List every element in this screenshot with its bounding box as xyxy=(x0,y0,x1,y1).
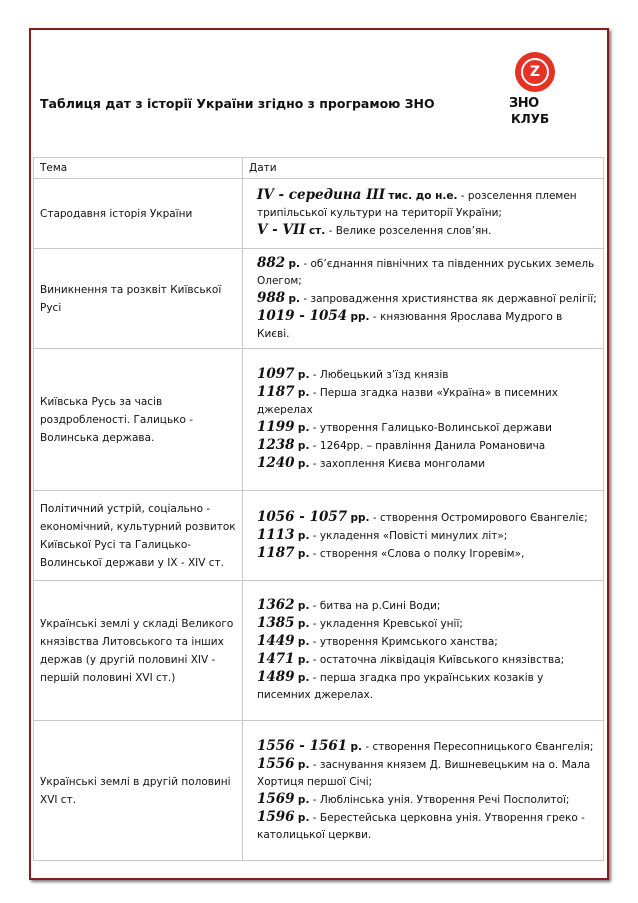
date-entry xyxy=(257,509,597,527)
date-unit: р. xyxy=(288,257,301,270)
date-event: - створення «Слова о полку Ігоревім», xyxy=(309,547,525,560)
logo-text-line1: ЗНО xyxy=(509,96,539,111)
date-event: - захоплення Києва монголами xyxy=(309,458,486,470)
topic-cell: Київська Русь за часів роздробленості. Галицько - Волинська держава. xyxy=(34,349,243,491)
date-year: 882 xyxy=(257,254,286,271)
date-year: 1199 xyxy=(257,419,295,435)
date-event: - утворення Галицько-Волинської держави xyxy=(309,422,552,434)
topic-cell: Стародавня історія України xyxy=(34,179,243,249)
page-title: Таблиця дат з історії України згідно з програмою ЗНО xyxy=(40,96,435,111)
date-unit: рр. xyxy=(350,511,370,524)
date-unit: р. xyxy=(297,422,310,434)
date-event: - заснування князем Д. Вишневецьким на о. Мала Хортиця першої Січі; xyxy=(257,758,591,788)
date-year: 1362 xyxy=(257,597,295,613)
date-entry xyxy=(257,527,597,545)
topic-cell: Українські землі у складі Великого князівства Литовського та інших держав (у другій половині XIV - першій половині XVI ст.) xyxy=(34,581,243,721)
date-event: - створення Остромирового Євангеліє; xyxy=(369,511,588,524)
date-entry xyxy=(257,756,597,791)
dates-table xyxy=(33,157,604,861)
date-entry xyxy=(257,597,597,615)
date-event: - битва на р.Сині Води; xyxy=(309,600,441,612)
date-unit: р. xyxy=(297,387,310,399)
table-row xyxy=(34,581,604,721)
date-unit: р. xyxy=(288,292,301,305)
date-year: 1187 xyxy=(257,384,295,400)
date-year: 1113 xyxy=(257,526,295,543)
date-entry xyxy=(257,545,597,563)
table-row xyxy=(34,249,604,349)
table-row xyxy=(34,491,604,581)
date-year: V - VII xyxy=(257,222,306,238)
date-year: 1449 xyxy=(257,633,295,649)
date-entry xyxy=(257,222,597,240)
date-entry xyxy=(257,809,597,844)
date-year: 1569 xyxy=(257,790,295,807)
date-entry xyxy=(257,419,597,437)
date-entry xyxy=(257,187,597,222)
date-unit: р. xyxy=(297,672,310,684)
date-event: - запровадження християнства як державної релігії; xyxy=(300,292,597,305)
date-unit: р. xyxy=(297,547,310,560)
date-year: 1019 - 1054 xyxy=(257,307,348,324)
date-year: IV - середина III xyxy=(257,187,386,203)
date-year: 988 xyxy=(257,289,286,306)
date-entry xyxy=(257,738,597,756)
date-entry xyxy=(257,308,597,343)
date-entry xyxy=(257,633,597,651)
date-event: - остаточна ліквідація Київського князівства; xyxy=(309,654,565,666)
dates-cell xyxy=(243,721,604,861)
date-unit: р. xyxy=(350,740,363,753)
date-year: 1240 xyxy=(257,455,295,471)
date-entry xyxy=(257,290,597,308)
date-entry xyxy=(257,366,597,384)
date-entry xyxy=(257,615,597,633)
date-year: 1187 xyxy=(257,544,295,561)
date-entry xyxy=(257,255,597,290)
date-event: - укладення «Повісті минулих літ»; xyxy=(309,529,508,542)
date-year: 1385 xyxy=(257,615,295,631)
zno-club-logo xyxy=(495,50,579,134)
date-entry xyxy=(257,384,597,419)
date-unit: ст. xyxy=(308,225,326,237)
topic-cell: Українські землі в другій половині XVI ст. xyxy=(34,721,243,861)
date-year: 1556 - 1561 xyxy=(257,737,348,754)
date-year: 1556 xyxy=(257,755,295,772)
date-entry xyxy=(257,455,597,473)
date-year: 1471 xyxy=(257,651,295,667)
logo-text-line2: КЛУБ xyxy=(511,112,550,126)
date-entry xyxy=(257,437,597,455)
date-event: - створення Пересопницького Євангелія; xyxy=(362,740,594,753)
table-row xyxy=(34,721,604,861)
dates-cell xyxy=(243,491,604,581)
date-unit: р. xyxy=(297,618,310,630)
table-header-row xyxy=(34,158,604,179)
date-year: 1097 xyxy=(257,366,295,382)
dates-cell xyxy=(243,581,604,721)
dates-cell xyxy=(243,349,604,491)
dates-cell xyxy=(243,179,604,249)
date-event: - Люблінська унія. Утворення Речі Посполитої; xyxy=(309,793,570,806)
date-year: 1056 - 1057 xyxy=(257,508,348,525)
date-unit: р. xyxy=(297,600,310,612)
date-event: - Перша згадка назви «Україна» в писемних джерелах xyxy=(257,387,558,416)
date-entry xyxy=(257,791,597,809)
date-unit: р. xyxy=(297,369,310,381)
date-unit: р. xyxy=(297,758,310,771)
date-event: - укладення Кревської унії; xyxy=(309,618,463,630)
date-event: - Любецький з’їзд князів xyxy=(309,369,449,381)
date-unit: тис. до н.е. xyxy=(388,190,458,202)
topic-cell: Виникнення та розквіт Київської Русі xyxy=(34,249,243,349)
date-year: 1238 xyxy=(257,437,295,453)
logo-circle-icon xyxy=(515,52,555,92)
date-event: - Берестейська церковна унія. Утворення греко - католицької церкви. xyxy=(257,811,585,841)
date-unit: р. xyxy=(297,811,310,824)
date-event: - князювання Ярослава Мудрого в Києві. xyxy=(257,310,563,340)
logo-mark: Z xyxy=(521,58,549,86)
date-entry xyxy=(257,669,597,704)
header-dates: Дати xyxy=(243,158,604,179)
date-unit: р. xyxy=(297,793,310,806)
date-entry xyxy=(257,651,597,669)
date-year: 1596 xyxy=(257,808,295,825)
date-unit: р. xyxy=(297,529,310,542)
date-unit: р. xyxy=(297,440,310,452)
date-event: - об’єднання північних та південних руських земель Олегом; xyxy=(257,257,595,287)
dates-cell xyxy=(243,249,604,349)
topic-cell: Політичний устрій, соціально - економічний, культурний розвиток Київської Русі та Галицько-Волинської держави у IX - XIV ст. xyxy=(34,491,243,581)
table-row xyxy=(34,179,604,249)
date-unit: р. xyxy=(297,654,310,666)
date-unit: р. xyxy=(297,636,310,648)
date-event: - перша згадка про українських козаків у писемних джерелах. xyxy=(257,672,544,701)
date-event: - утворення Кримського ханства; xyxy=(309,636,498,648)
header-topic: Тема xyxy=(34,158,243,179)
date-event: - 1264рр. – правління Данила Романовича xyxy=(309,440,546,452)
date-unit: р. xyxy=(297,458,310,470)
date-year: 1489 xyxy=(257,669,295,685)
date-unit: рр. xyxy=(350,310,370,323)
table-row xyxy=(34,349,604,491)
date-event: - Велике розселення слов’ян. xyxy=(325,225,492,237)
date-event: - розселення племен трипільської культури на території України; xyxy=(257,190,577,219)
